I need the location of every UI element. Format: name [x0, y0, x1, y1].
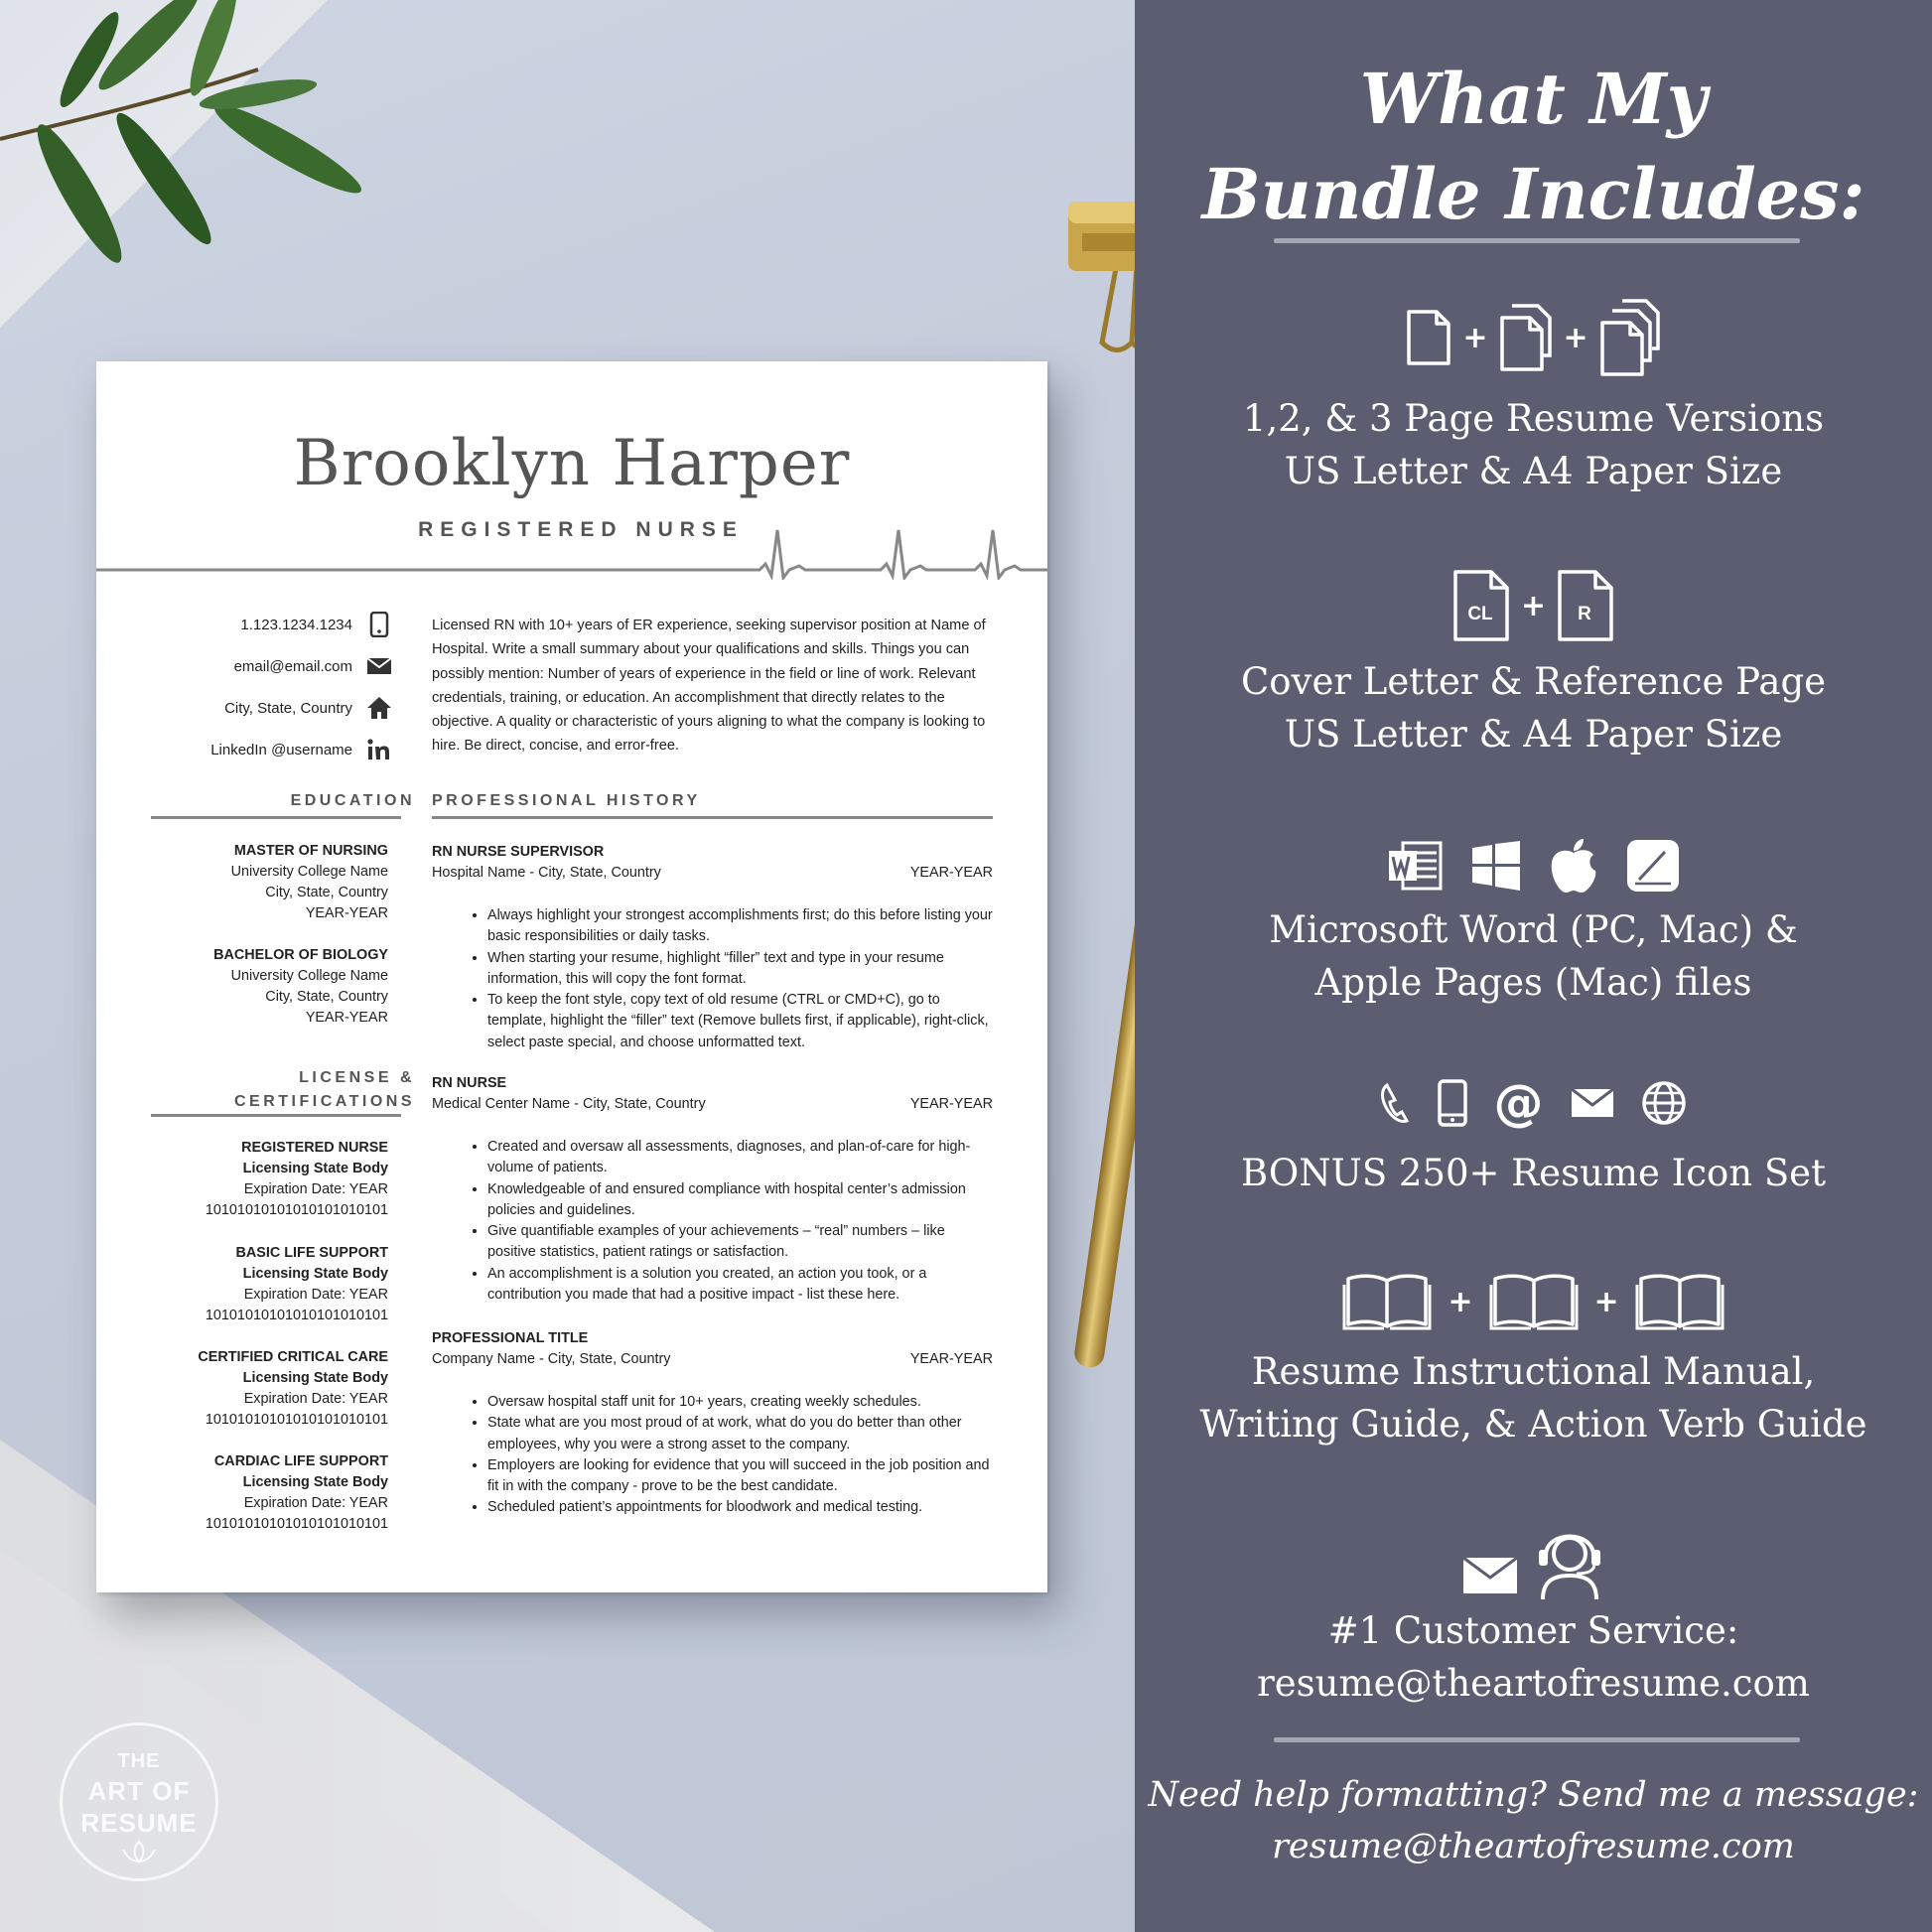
license-name: REGISTERED NURSE: [241, 1140, 388, 1156]
job-bullet: • Oversaw hospital staff unit for 10+ years, creating weekly schedules.: [487, 1392, 993, 1413]
license-expiry: Expiration Date: YEAR: [243, 1287, 388, 1303]
school-name: University College Name: [230, 864, 388, 880]
professional-summary: Licensed RN with 10+ years of ER experience, seeking supervisor position at Name of Hospital. Write a small summary about your qualifications and skills. Things you can possibly mention: Number of years of experience in the field or line of work. Relevant credentials, training, or education. An accomplishment that directly relates to the objective. A quality or characteristic of yours aligning to what the company is looking to hire. Be direct, concise, and error-free.: [432, 618, 986, 755]
linkedin-icon: [366, 737, 392, 762]
license-name: CERTIFIED CRITICAL CARE: [198, 1349, 388, 1365]
job-bullets: [487, 1392, 993, 1519]
apple-icon: [1548, 837, 1599, 895]
pages-icon: [1625, 838, 1681, 894]
job-bullet: • Scheduled patient’s appointments for bloodwork and medical testing.: [487, 1497, 993, 1518]
job-years: YEAR-YEAR: [909, 1351, 993, 1367]
contact-linkedin: [210, 735, 392, 764]
license-name: BASIC LIFE SUPPORT: [235, 1245, 388, 1261]
job-bullet: • To keep the font style, copy text of old resume (CTRL or CMD+C), go to template, highlight the “filler” text (Remove bullets first, if applicable), right-click, select paste special, and choose unformatted text.: [487, 990, 993, 1053]
feature-icons-guides: [1135, 1269, 1932, 1334]
job-bullet: • State what are you most proud of at work, what do you do better than other employees, why you were a strong asset to the company.: [487, 1413, 993, 1455]
education-heading: EDUCATION: [290, 792, 415, 809]
job-bullets: [487, 1137, 993, 1306]
license-number: 10101010101010101010101: [205, 1412, 388, 1428]
feature-line-1: #1 Customer Service:: [1327, 1609, 1739, 1652]
envelope-icon: [1461, 1556, 1519, 1595]
job-bullet: • When starting your resume, highlight “filler” text and type in your resume information, this will copy the font format.: [487, 948, 993, 991]
job-title: PROFESSIONAL TITLE: [432, 1330, 589, 1346]
panel-bottom-divider: [1274, 1737, 1800, 1742]
job-years: YEAR-YEAR: [909, 865, 993, 881]
job-bullet: • Give quantifiable examples of your achievements – “real” numbers – like positive statistics, patient ratings or satisfaction.: [487, 1221, 993, 1264]
panel-heading-line-2: Bundle Includes:: [1201, 153, 1865, 235]
job-bullet: • Knowledgeable of and ensured compliance with hospital center’s admission policies and guidelines.: [487, 1179, 993, 1222]
home-icon: [366, 695, 392, 721]
plus-sign: +: [1520, 588, 1547, 623]
feature-line-2: US Letter & A4 Paper Size: [1284, 450, 1783, 492]
feature-line-1: 1,2, & 3 Page Resume Versions: [1242, 397, 1825, 440]
open-book-icon: [1342, 1271, 1432, 1332]
license-entry: [206, 1243, 388, 1326]
panel-heading-line-1: What My: [1359, 58, 1708, 140]
job-bullet: • Created and oversaw all assessments, diagnoses, and plan-of-care for high-volume of patients.: [487, 1137, 993, 1179]
cover-letter-icon-label: CL: [1467, 604, 1493, 624]
open-book-icon: [1635, 1271, 1725, 1332]
license-expiry: Expiration Date: YEAR: [243, 1181, 388, 1197]
feature-icons-icon-set: [1135, 1074, 1932, 1132]
feature-line-2: US Letter & A4 Paper Size: [1284, 713, 1783, 756]
reference-icon-label: R: [1578, 604, 1591, 624]
job-company: Medical Center Name - City, State, Country: [432, 1096, 706, 1112]
license-entry: [198, 1347, 388, 1431]
job-title: RN NURSE SUPERVISOR: [432, 844, 605, 860]
degree-name: BACHELOR OF BIOLOGY: [213, 947, 388, 963]
contact-email: [234, 651, 392, 681]
job-entry: [432, 1327, 993, 1519]
job-title: RN NURSE: [432, 1075, 507, 1091]
feature-icons-support: [1135, 1519, 1932, 1602]
feature-support: [1135, 1604, 1932, 1710]
license-body: Licensing State Body: [242, 1474, 388, 1490]
panel-heading: [1135, 52, 1932, 242]
contact-phone: [240, 610, 392, 639]
license-body: Licensing State Body: [242, 1161, 388, 1176]
license-number: 10101010101010101010101: [205, 1516, 388, 1532]
license-divider: [151, 1114, 401, 1117]
job-company: Company Name - City, State, Country: [432, 1351, 671, 1367]
envelope-icon: [1570, 1087, 1615, 1119]
olive-branch-decoration: [0, 0, 377, 328]
reference-document-icon: [1556, 568, 1615, 643]
gold-pen-decoration: [1062, 715, 1135, 1390]
feature-icon-set: [1135, 1147, 1932, 1199]
job-bullet: • An accomplishment is a solution you created, an action you took, or a contribution you made that had a positive impact - list these here.: [487, 1264, 993, 1307]
open-book-icon: [1489, 1271, 1579, 1332]
license-entry: [206, 1451, 388, 1535]
degree-name: MASTER OF NURSING: [233, 843, 388, 859]
contact-linkedin-text: LinkedIn @username: [210, 741, 352, 759]
two-page-document-icon: [1498, 302, 1554, 373]
resume-template-preview: [96, 361, 1047, 1592]
job-company: Hospital Name - City, State, Country: [432, 865, 661, 881]
license-entry: [206, 1138, 388, 1221]
plus-sign: +: [1563, 320, 1588, 355]
education-entry: [231, 841, 388, 924]
license-body: Licensing State Body: [242, 1370, 388, 1386]
feature-icons-cover-letter: [1135, 566, 1932, 645]
phone-icon: [366, 612, 392, 637]
logo-line-2: ART OF: [87, 1776, 191, 1806]
license-expiry: Expiration Date: YEAR: [243, 1391, 388, 1407]
job-bullet: • Employers are looking for evidence that you will succeed in the job position and fit in with the company - prove to be the best candidate.: [487, 1455, 993, 1498]
feature-page-versions: [1135, 392, 1932, 497]
three-page-document-icon: [1598, 297, 1662, 378]
help-email-link[interactable]: resume@theartofresume.com: [1272, 1827, 1795, 1866]
feature-line-1: Microsoft Word (PC, Mac) &: [1269, 908, 1798, 951]
support-email-link[interactable]: resume@theartofresume.com: [1257, 1662, 1810, 1705]
job-entry: [432, 841, 993, 1053]
license-name: CARDIAC LIFE SUPPORT: [213, 1453, 388, 1469]
binder-clip-decoration: [1062, 194, 1135, 362]
art-of-resume-logo: [60, 1723, 218, 1881]
job-bullets: [487, 905, 993, 1053]
feature-guides: [1135, 1345, 1932, 1450]
education-divider: [151, 816, 401, 819]
school-name: University College Name: [230, 968, 388, 984]
at-sign-icon: @: [1493, 1074, 1544, 1132]
feature-icons-software: [1135, 836, 1932, 896]
school-location: City, State, Country: [265, 989, 388, 1005]
feature-icons-page-versions: [1135, 298, 1932, 377]
job-entry: [432, 1072, 993, 1306]
license-heading-line-2: CERTIFICATIONS: [233, 1093, 415, 1110]
logo-line-3: RESUME: [80, 1808, 198, 1838]
globe-icon: [1641, 1080, 1687, 1126]
job-years: YEAR-YEAR: [909, 1096, 993, 1112]
panel-top-divider: [1274, 238, 1800, 243]
plus-sign: +: [1448, 1284, 1473, 1319]
lotus-icon: [119, 1840, 159, 1863]
job-bullet: • Always highlight your strongest accomplishments first; do this before listing your basic responsibilities or daily tasks.: [487, 905, 993, 948]
history-heading: PROFESSIONAL HISTORY: [432, 792, 701, 809]
license-number: 10101010101010101010101: [205, 1202, 388, 1218]
one-page-document-icon: [1405, 308, 1452, 367]
contact-location-text: City, State, Country: [224, 699, 352, 717]
windows-icon: [1470, 840, 1522, 892]
license-heading-line-1: LICENSE &: [299, 1069, 415, 1086]
history-divider: [432, 816, 993, 819]
help-message: [1135, 1769, 1932, 1872]
education-entry: [213, 945, 388, 1029]
education-years: YEAR-YEAR: [305, 1010, 388, 1026]
feature-line-1: Resume Instructional Manual,: [1251, 1350, 1816, 1393]
feature-line-1: Cover Letter & Reference Page: [1240, 660, 1827, 703]
logo-line-1: THE: [117, 1750, 161, 1772]
plus-sign: +: [1462, 320, 1488, 355]
resume-name: Brooklyn Harper: [293, 427, 851, 500]
word-document-icon: [1387, 839, 1445, 893]
contact-email-text: email@email.com: [233, 657, 352, 675]
feature-cover-letter: [1135, 655, 1932, 760]
plus-sign: +: [1593, 1284, 1619, 1319]
license-number: 10101010101010101010101: [205, 1308, 388, 1323]
contact-location: [224, 693, 392, 723]
resume-job-title: REGISTERED NURSE: [418, 518, 744, 541]
feature-software: [1135, 903, 1932, 1009]
phone-handset-icon: [1381, 1081, 1411, 1125]
bundle-features-panel: [1135, 0, 1932, 1932]
contact-phone-text: 1.123.1234.1234: [240, 616, 352, 633]
feature-line-1: BONUS 250+ Resume Icon Set: [1241, 1152, 1826, 1194]
envelope-icon: [366, 653, 392, 679]
heartbeat-divider-icon: [96, 520, 1047, 580]
cover-letter-document-icon: [1451, 568, 1511, 643]
education-years: YEAR-YEAR: [305, 905, 388, 921]
customer-support-headset-icon: [1533, 1520, 1606, 1601]
license-heading: [234, 1066, 415, 1114]
license-body: Licensing State Body: [242, 1266, 388, 1282]
school-location: City, State, Country: [265, 885, 388, 900]
help-line-1: Need help formatting? Send me a message:: [1148, 1775, 1919, 1815]
license-expiry: Expiration Date: YEAR: [243, 1495, 388, 1511]
feature-line-2: Writing Guide, & Action Verb Guide: [1199, 1403, 1867, 1446]
mobile-phone-icon: [1437, 1079, 1468, 1127]
feature-line-2: Apple Pages (Mac) files: [1314, 961, 1752, 1004]
